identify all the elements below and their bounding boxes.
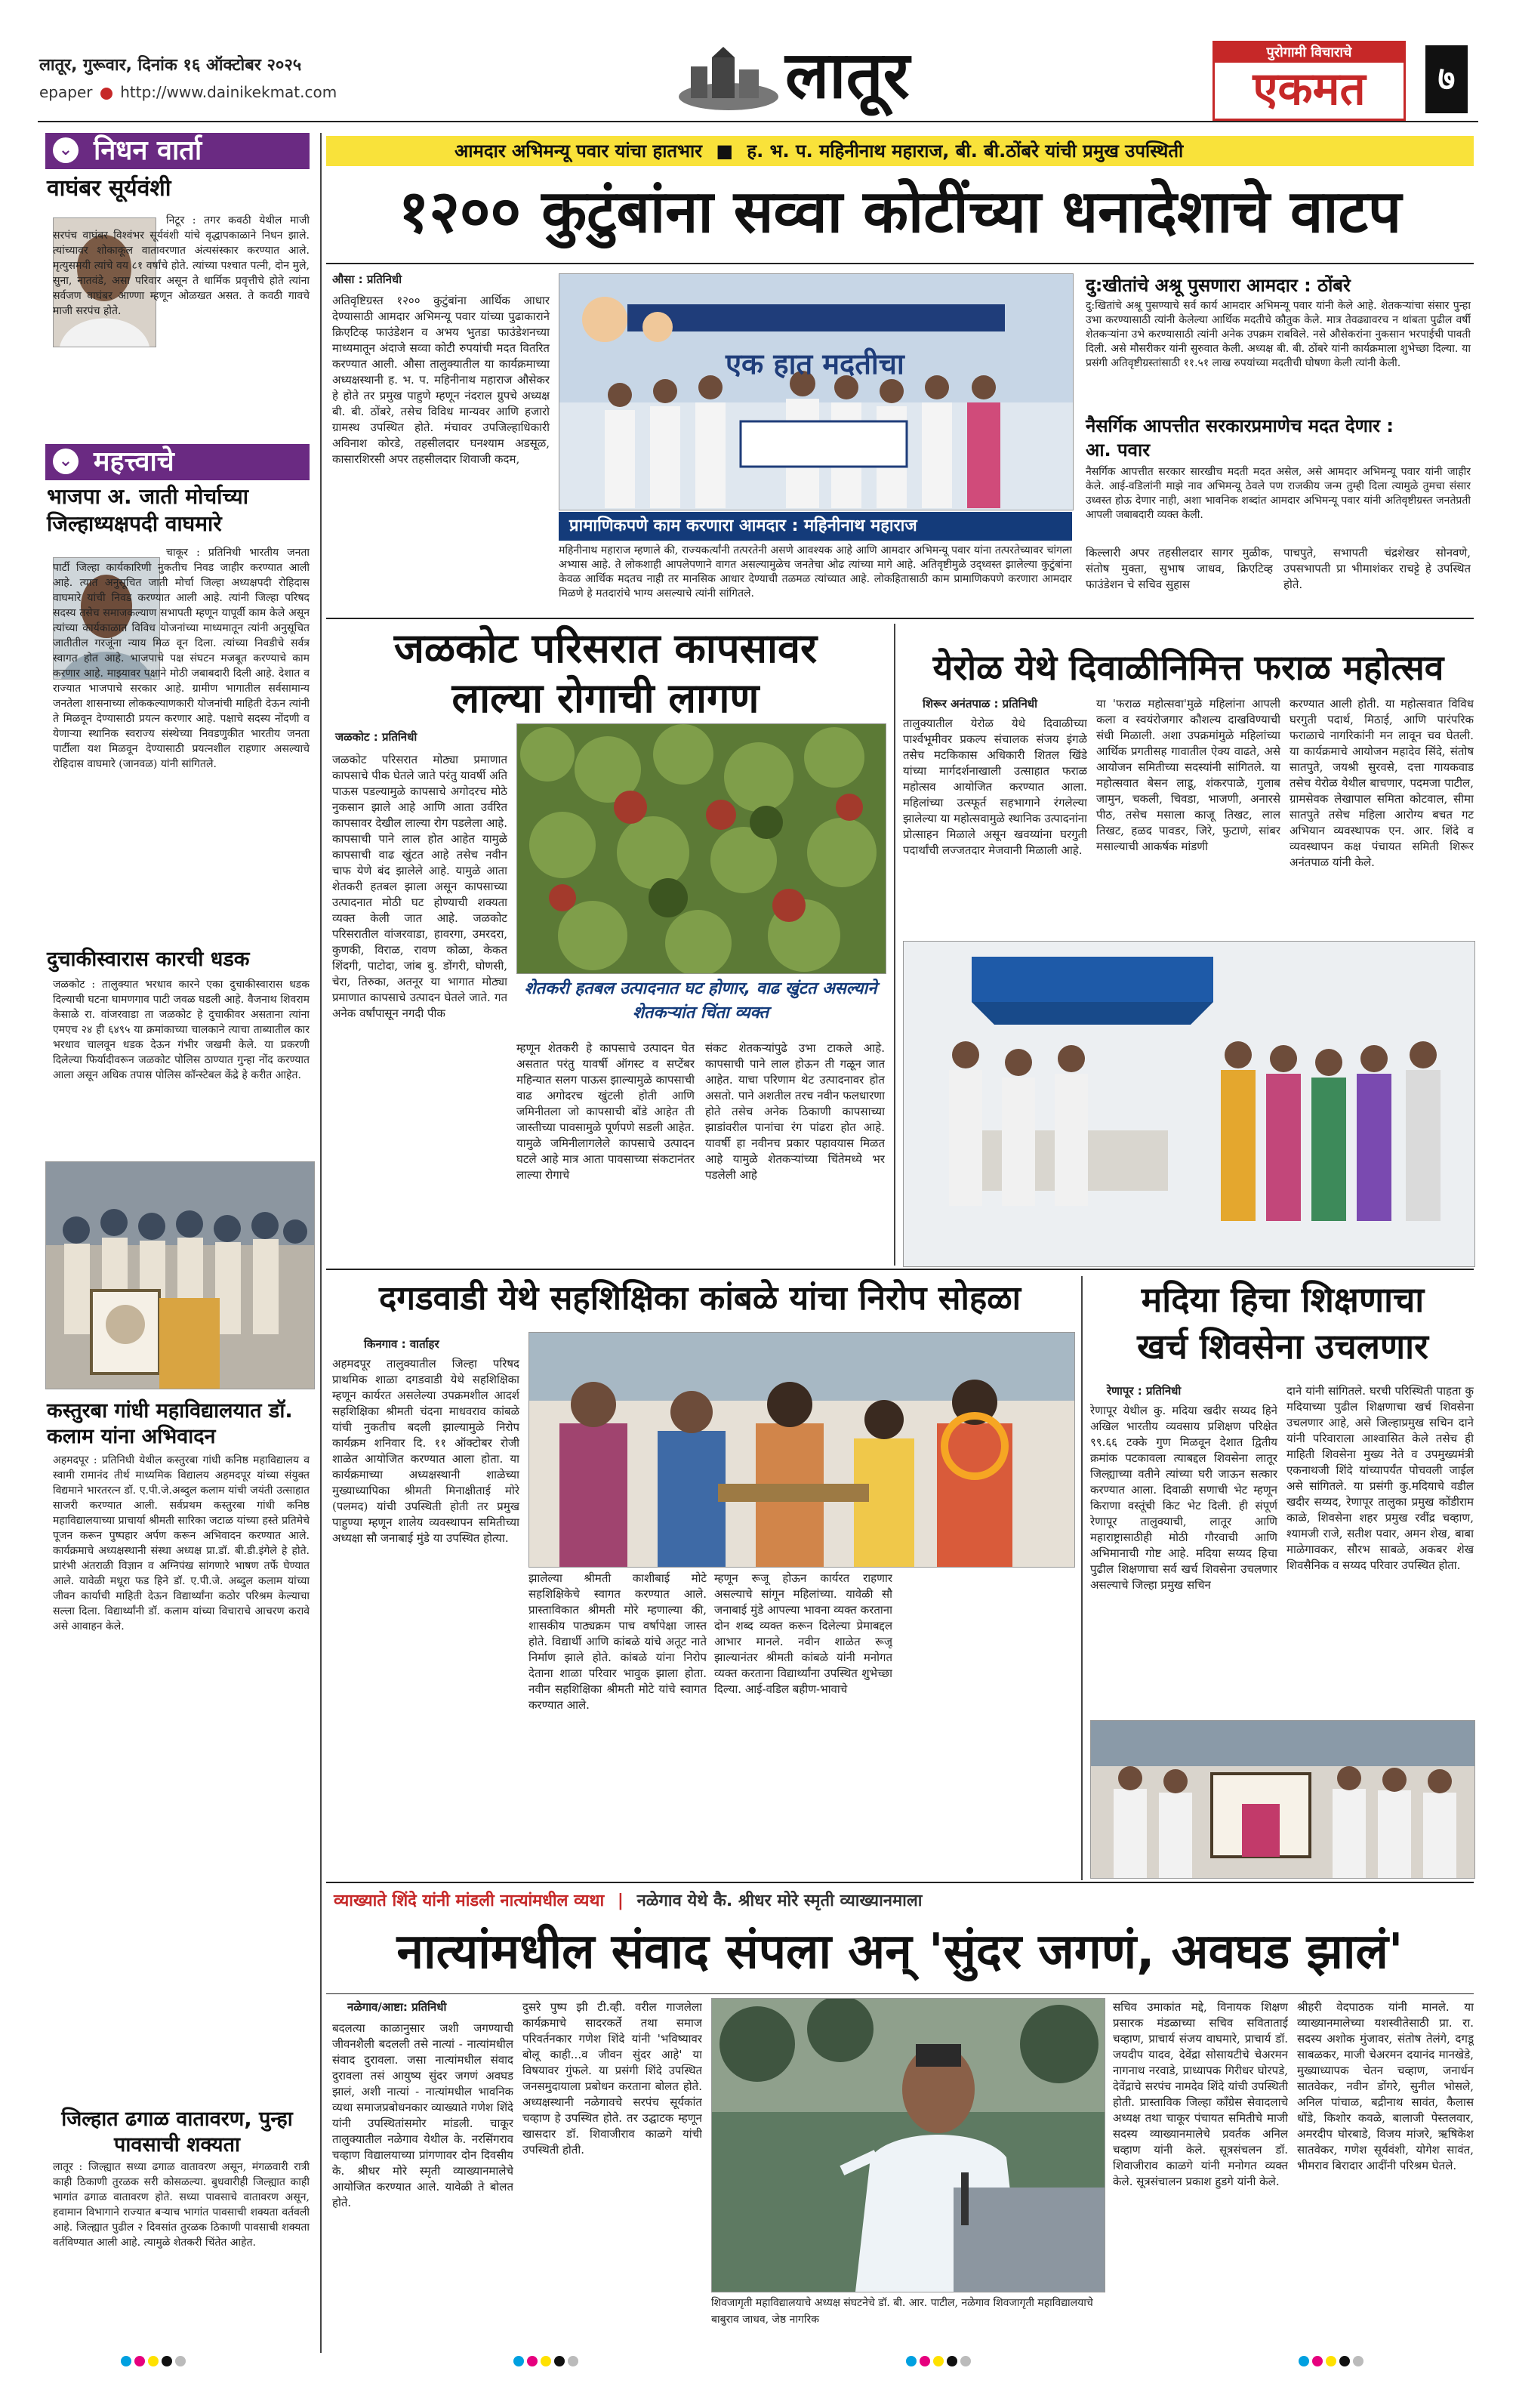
farewell-body-1: अहमदपूर तालुक्यातील जिल्हा परिषद प्राथमिक शाळा दगडवाडी येथे सहशिक्षिका म्हणून कार्यरत असलेल्या उपक्रमशील आदर्श सहशिक्षिका श्रीमती चंदना माधवराव कांबळे यांची नुकतीच बदली झाल्यामुळे निरोप कार्यक्रम शनिवार दि. ११ ऑक्टोबर रोजी शाळेत आयोजित करण्यात आला होता. या कार्यक्रमाच्या अध्यक्षस्थानी शाळेच्या मुख्याध्यापिका श्रीमती मिनाक्षीताई मोरे (पलमद) यांची उपस्थिती होती तर प्रमुख पाहुण्या म्हणून शालेय व्यवस्थापन समितीच्या अध्यक्षा सौ जनाबाई मुंडे या उपस्थित होत्या.	[332, 1357, 519, 1545]
cotton-headline	[326, 624, 885, 723]
epaper-link[interactable]	[39, 83, 337, 101]
registration-marks-center-left	[513, 2356, 578, 2366]
brand-name: एकमत	[1253, 63, 1366, 116]
epaper-label: epaper	[39, 83, 93, 101]
lecture-body-4: श्रीहरी वेदपाठक यांनी मानले. या व्याख्यानमालेच्या यशस्वीतेसाठी प्रा. रा. सदस्य अशोक मुंजावर, संतोष तेलंगे, दगडू साबळकर, माजी चेअरमन दयानंद मानखेडे, मुख्याध्यापक चेतन चव्हाण, जनार्धन सातवेकर, नवीन डोंगरे, सुनील भोसले, अनिल पांचाळ, बद्रीनाथ सावंत, कैलास धोंडे, किशोर कवळे, बालाजी पेस्तलवार, अमरदीप घोरबाडे, विजय मांजरे, ऋषिकेश सातवेकर, गणेश सूर्यवंशी, योगेश सावंत, भीमराव बिरादार आदींनी परिश्रम घेतले.	[1297, 2000, 1474, 2172]
kalam-text: अहमदपूर : प्रतिनिधी येथील कस्तुरबा गांधी कनिष्ठ महाविद्यालय व स्वामी रामानंद तीर्थ माध्यमिक विद्यालय अहमदपूर यांच्या संयुक्त विद्यमाने भारतरत्न डॉ. ए.पी.जे.अब्दुल कलाम यांची जयंती उत्साहात साजरी करण्यात आली. सर्वप्रथम कस्तुरबा गांधी कनिष्ठ महाविद्यालयाच्या प्राचार्या श्रीमती सारिका जटाळ यांच्या हस्ते प्रतिमेचे पूजन करून पुष्पहार अर्पण करून अभिवादन करण्यात आले. कार्यक्रमाचे अध्यक्षस्थानी संस्था अध्यक्ष प्रा.डॉ. बी.डी.इंगेले हे होते. प्रारंभी अंतराळी विज्ञान व अग्निपंख सांगणारे भाषण तर्फे घेण्यात आले. यावेळी मधूरा फड हिने डॉ. ए.पी.जे. अब्दुल कलाम यांच्या जीवन कार्याची माहिती देऊन विद्यार्थ्यांना कठोर परिश्रम केल्याचा सल्ला दिला. विद्यार्थ्यांनी डॉ. कलाम यांच्या विचाराचे आचरण करावे असे आवाहन केले.	[53, 1454, 310, 1633]
lead-photo-caption: प्रामाणिकपणे काम करणारा आमदार : महिनीनाथ महाराज	[559, 512, 1072, 541]
box2-headline: नैसर्गिक आपत्तीत सरकारप्रमाणेच मदत देणार : आ. पवार	[1086, 415, 1394, 461]
farewell-body-2: झालेल्या श्रीमती काशीबाई मोटे सहशिक्षिकेचे स्वागत करण्यात आले. प्रास्ताविकात श्रीमती मोरे म्हणाल्या की, शासकीय पाठ्यक्रम पाच वर्षापेक्षा जास्त होते. विद्यार्थी आणि कांबळे यांचे अतूट नाते निर्माण झाले होते. कांबळे यांना निरोप देताना शाळा परिवार भावुक झाला होता. नवीन सहशिक्षिका श्रीमती मोटे यांचे स्वागत करण्यात आले.	[528, 1571, 707, 1712]
lecture-kicker-left: व्याख्याते शिंदे यांनी मांडली नात्यांमधील व्यथा	[334, 1892, 605, 1910]
brand-logo	[1212, 41, 1406, 121]
page-number: ७	[1425, 45, 1468, 113]
lead-body: अतिवृष्टिग्रस्त १२०० कुटुंबांना आर्थिक आधार देण्यासाठी आमदार अभिमन्यू पवार यांच्या पुढाकाराने क्रिएटिव्ह फाउंडेशन व अभय भुतडा फाउंडेशनच्या माध्यमातून अंदाजे सव्वा कोटी रुपयांची मदत वितरित करण्यात आली. औसा तालुक्यातील या कार्यक्रमाच्या अध्यक्षस्थानी ह. भ. प. महिनीनाथ महाराज औसेकर हे होते तर प्रमुख पाहुणे म्हणून नंदराल ग्रुपचे अध्यक्ष बी. बी. ठोंबरे, तसेच विविध मान्यवर आणि हजारो ग्रामस्थ उपस्थित होते. मंचावर उपजिल्हाधिकारी अविनाश कोरडे, तहसीलदार घनश्याम अडसूळ, कासारशिरसी अपर तहसीलदार शिवाजी कदम,	[332, 294, 550, 466]
lead-divider	[326, 263, 1474, 264]
lecture-photo-caption-right: बाबुराव जाधव, जेष्ठ नागरिक	[711, 2314, 819, 2326]
cotton-body-3: संकट शेतकऱ्यांपुढे उभा टाकले आहे. कापसाची पाने लाल होऊन ती गळून जात आहेत. याचा परिणाम थेट उत्पादनावर होत असतो. पाने अशतील तरच नवीन फलधारणा होते तसेच अनेक ठिकाणी कापसाच्या झाडांवरील पानांचा रंग पांढरा होत आहे. यावर्षी हा नवीनच प्रकार पहावयास मिळत आहे यामुळे शेतकऱ्यांच्या चिंतेमध्ये भर पडलेली आहे	[705, 1041, 885, 1182]
bjp-headline: भाजपा अ. जाती मोर्चाच्या जिल्हाध्यक्षपदी वाघमारे	[47, 484, 248, 536]
madiya-body-2: दाने यांनी सांगितले. घरची परिस्थिती पाहता कु मदियाच्या पुढील शिक्षणाचा खर्च शिवसेना उचलणार आहे, असे जिल्हाप्रमुख सचिन दाने यांनी परिवाराला आश्वासित केले तसेच ही माहिती शिवसेना मुख्य नेते व उपमुख्यमंत्री एकनाथजी शिंदे यांच्यापर्यंत पोचवली जाईल असे सांगितले. या प्रसंगी कु.मदियाचे वडील खदीर सय्यद, रेणापूर तालुका प्रमुख कोंडीराम काळे, शिवसेना शहर प्रमुख रवींद्र चव्हाण, श्यामजी राजे, सतीश पवार, अमन शेख, बाबा माळेगावकर, सौरभ साबळे, अकबर शेख शिवसैनिक व सय्यद परिवार उपस्थित होता.	[1286, 1384, 1474, 1572]
festival-byline: शिरूर अनंतपाळ : प्रतिनिधी	[923, 697, 1037, 711]
globe-icon	[100, 88, 112, 100]
lead-byline: औसा : प्रतिनिधी	[332, 273, 402, 286]
madiya-body-1: रेणापूर येथील कु. मदिया खदीर सय्यद हिने अखिल भारतीय व्यवसाय प्रशिक्षण परिक्षेत ९९.६६ टक्के गुण मिळवून देशात द्वितीय क्रमांक पटकावला त्याबद्दल शिवसेना लातूर जिल्ह्याच्या वतीने त्यांच्या घरी जाऊन सत्कार करण्यात आला. दिवाळी सणाची भेट म्हणून किराणा वस्तूंची किट भेट दिली. ही संपूर्ण रेणापूर तालुक्याची, लातूर आणि महाराष्ट्रासाठीही मोठी गौरवाची आणि अभिमानाची गोष्ट आहे. मदिया सय्यद हिचा पुढील शिक्षणाचा सर्व खर्च शिवसेना उचलणार असल्याचे जिल्हा प्रमुख सचिन	[1090, 1404, 1277, 1592]
lead-headline: १२०० कुटुंबांना सव्वा कोटींच्या धनादेशाचे वाटप	[398, 178, 1402, 246]
lecture-body-2: दुसरे पुष्प झी टी.व्ही. वरील गाजलेला कार्यक्रमाचे सादरकर्ते तथा समाज परिवर्तनकार गणेश शिंदे यांनी 'भविष्यावर बोलू काही...व जीवन सुंदर आहे' या विषयावर गुंफले. या प्रसंगी शिंदे उपस्थित जनसमुदायाला प्रबोधन करताना बोलत होते. अध्यक्षस्थानी नळेगावचे सरपंच सूर्यकांत चव्हाण हे उपस्थित होते. तर उद्घाटक म्हणून खासदार डॉ. शिवाजीराव काळगे यांची उपस्थिती होती.	[522, 2000, 702, 2157]
lecture-photo-caption-left: शिवजागृती महाविद्यालयाचे अध्यक्ष संघटनेचे डॉ. बी. आर. पाटील, नळेगाव शिवजागृती महाविद्यालयाचे	[711, 2297, 1093, 2309]
lecture-body-1: बदलत्या काळानुसार जशी जगण्याची जीवनशैली बदलली तसे नात्यां - नात्यांमधील संवाद दुरावला. जसा नात्यांमधील संवाद दुरावला तसं आयुष्य सुंदर जगणं अवघड झालं, अशी नात्यां - नात्यांमधील भावनिक व्यथा समाजप्रबोधनकार व्याख्याते गणेश शिंदे यांनी उपस्थितांसमोर मांडली. चाकूर तालुक्यातील नळेगाव येथील के. नरसिंगराव चव्हाण विद्यालयाच्या प्रांगणावर दोन दिवसीय के. श्रीधर मोरे स्मृती व्याख्यानमालेचे आयोजित करण्यात आले. यावेळी ते बोलत होते.	[332, 2021, 513, 2209]
masthead-divider	[38, 121, 1478, 122]
epaper-url: http://www.dainikekmat.com	[120, 83, 337, 101]
lecture-kicker	[326, 1888, 1474, 1915]
lead-kicker	[326, 136, 1474, 166]
middle-divider	[326, 1269, 1474, 1270]
rain-text: लातूर : जिल्ह्यात सध्या ढगाळ वातावरण असून, मंगळवारी रात्री काही ठिकाणी तुरळक सरी कोसळल्या. बुधवारीही जिल्ह्यात काही भागांत ढगाळ वातावरण होते. सध्या पावसाचे वातावरण असून, हवामान विभागाने राज्यात बऱ्याच भागांत पावसाची शक्यता वर्तवली आहे. जिल्ह्यात पुढील २ दिवसांत तुरळक ठिकाणी पावसाची शक्यता वर्तविण्यात आली आहे. त्यामुळे शेतकरी चिंतेत आहेत.	[53, 2161, 310, 2249]
lead-continue-1: किल्लारी अपर तहसीलदार सागर मुळीक, संतोष मुक्ता, सुभाष जाधव, क्रिएटिव्ह फाउंडेशन चे सचिव सुहास	[1086, 546, 1273, 591]
lead-continue-2: पाचपुते, सभापती चंद्रशेखर सोनवणे, उपसभापती प्रा भीमाशंकर राचट्टे हे उपस्थित होते.	[1283, 546, 1471, 591]
rain-headline: जिल्हात ढगाळ वातावरण, पुन्हा पावसाची शक्यता	[61, 2107, 293, 2157]
festival-body-3: करण्यात आली होती. या महोत्सवात विविध घरगुती पदार्थ, मिठाई, आणि पारंपरिक फराळाचे नागरिकांनी मन लावून चव घेतली. या कार्यक्रमाचे आयोजन महादेव सिंदे, संतोष सातपुते, जयश्री सुरवसे, दत्ता गायकवाड तसेच येरोळ येथील बाचणार, पदमजा पाटील, ग्रामसेवक लेखापाल समिता कोटवाल, सीमा सातपुते तसेच महिला आरोग्य बचत गट अभियान व्यवस्थापक एन. आर. शिंदे व व्यवस्थापन कक्ष पंचायत समिती शिरूर अनंतपाळ यांनी केले.	[1290, 697, 1474, 869]
farewell-body-3: म्हणून रूजू होऊन कार्यरत राहणार असल्याचे सांगून महिलांच्या. यावेळी सौ जनाबाई मुंडे आपल्या भावना व्यक्त करताना दोन शब्द व्यक्त करून दिलेल्या प्रेमाबद्दल आभार मानले. नवीन शाळेत रूजू झाल्यानंतर श्रीमती कांबळे यांनी मनोगत व्यक्त करताना विद्यार्थ्यांना उपस्थित शुभेच्छा दिल्या. आई-वडिल बहीण-भावाचे	[714, 1571, 892, 1696]
obituary-header: ⌄ निधन वार्ता	[45, 133, 310, 169]
mid-column-divider	[894, 624, 895, 1266]
separator-icon: |	[617, 1892, 624, 1910]
lecture-photo	[711, 1998, 1105, 2292]
farewell-byline: किनगाव : वार्ताहर	[364, 1337, 439, 1351]
festival-body-1: तालुक्यातील येरोळ येथे दिवाळीच्या पार्श्वभूमीवर प्रकल्प संचालक संजय इंगळे तसेच मटकिकास अधिकारी शितल खिंडे यांच्या मार्गदर्शनाखाली उत्साहात फराळ महोत्सव आयोजित करण्यात आला. महिलांच्या उत्स्फूर्त सहभागाने रंगलेल्या झालेल्या या महोत्सवामुळे स्थानिक उत्पादनांना प्रोत्साहन मिळाले असून खवय्यांना घरगुती पदार्थांची लज्जतदार मेजवानी मिळाली आहे.	[903, 717, 1087, 857]
lecture-kicker-right: नळेगाव येथे कै. श्रीधर मोरे स्मृती व्याख्यानमाला	[636, 1892, 923, 1910]
bullet-icon: ■	[716, 140, 734, 162]
section-title: लातूर	[785, 38, 910, 113]
farewell-photo	[528, 1332, 1075, 1568]
cotton-body-1: जळकोट परिसरात मोठ्या प्रमाणात कापसाचे पीक घेतले जाते परंतु यावर्षी अति पाऊस पडल्यामुळे कापसाचे अगोदरच मोठे नुकसान झाले आहे आणि आता उर्वरित कापसावर देखील लाल्या रोग पडलेला आहे. कापसाची पाने लाल होत आहेत यामुळे कापसाची वाढ खुंटत आहे तसेच नवीन चाफ येणे बंद झालेले आहे. यामुळे आता शेतकरी हतबल झाला असून कापसाच्या उत्पादनात मोठी घट होण्याची शक्यता व्यक्त केली जात आहे. जळकोट परिसरातील वांजरवाडा, हावरगा, उमरदरा, कुणकी, विराळ, रावण कोळा, केकत शिंदगी, पाटोदा, जांब बु. डोंगरी, घोणसी, चेरा, तिरुका, अतनूर या भागात मोठ्या प्रमाणात कापसाचे उत्पादन घेतले जाते. गत अनेक वर्षांपासून नगदी पीक	[332, 753, 507, 1020]
chevron-down-icon: ⌄	[53, 449, 79, 474]
lead-bottom-divider	[326, 618, 1474, 619]
chevron-down-icon: ⌄	[53, 137, 79, 163]
madiya-headline-line1: मदिया हिचा शिक्षणाचा	[1141, 1279, 1425, 1320]
madiya-photo	[1090, 1720, 1475, 1879]
lecture-headline: नात्यांमधील संवाद संपला अन् 'सुंदर जगणं, अवघड झालं'	[396, 1924, 1404, 1980]
section-logo-art	[676, 44, 781, 116]
farewell-headline: दगडवाडी येथे सहशिक्षिका कांबळे यांचा निरोप सोहळा	[378, 1279, 1021, 1318]
lead-photo-banner: एक हात मदतीचा	[726, 347, 904, 381]
registration-marks-right	[1299, 2356, 1363, 2366]
lecture-body-3: सचिव उमाकांत मद्दे, विनायक शिक्षण प्रसारक मंडळाच्या सचिव सविताताई चव्हाण, प्राचार्य संजय वाघमारे, प्राचार्य डॉ. जयदीप यादव, देवेंद्रा सोसायटीचे चेअरमन नागनाथ नरवाडे, प्राध्यापक गिरीधर घोरपडे, देवेंद्राचे सरपंच नामदेव शिंदे यांची उपस्थिती होती. प्रास्ताविक जिल्हा काँग्रेस सेवादलाचे अध्यक्ष तथा चाकूर पंचायत समितीचे माजी सदस्य व्याख्यानमालेचे प्रवर्तक अनिल चव्हाण यांनी केले. सूत्रसंचलन डॉ. शिवाजीराव काळगे यांनी मनोगत व्यक्त केले. सूत्रसंचालन प्रकाश हुडगे यांनी केले.	[1113, 2000, 1288, 2188]
registration-marks-center-right	[906, 2356, 971, 2366]
cotton-byline: जळकोट : प्रतिनिधी	[335, 730, 418, 744]
obituary-text: निटूर : तगर कवठी येथील माजी सरपंच वाघंबर विश्वंभर सूर्यवंशी यांचे वृद्धापकाळाने निधन झाले. त्यांच्यावर शोकाकूल वातावरणात अंत्यसंस्कार करण्यात आले. मृत्युसमयी त्यांचे वय ८१ वर्षांचे होते. त्यांच्या पश्चात पत्नी, दोन मुले, सुना, नातवंडे, असा परिवार असून ते धार्मिक प्रवृत्तीचे होते त्यांना सर्वजण वाघंबर आण्णा म्हणून ओळखत असत. ते कवठी गावचे माजी सरपंच होते.	[53, 214, 310, 317]
festival-photo	[903, 941, 1475, 1267]
kalam-photo	[45, 1161, 315, 1389]
accident-text: जळकोट : तालुक्यात भरधाव कारने एका दुचाकीस्वारास धडक दिल्याची घटना घामणगाव पाटी जवळ घडली आहे. वैजनाथ शिवराम केसाळे रा. वांजरवाडा ता जळकोट हे दुचाकीवर असताना त्यांना एमएच २४ ही ६४९५ या क्रमांकाच्या चालकाने त्याचा ताब्यातील कार भरधाव चालवून धडक देऊन गंभीर जखमी केले. या प्रकरणी दिलेल्या फिर्यादीवरून जळकोट पोलिस ठाण्यात गुन्हा नोंद करण्यात आला असून अधिक तपास पोलिस कॉन्स्टेबल केंद्रे हे करीत आहेत.	[53, 979, 310, 1081]
farewell-divider	[1081, 1276, 1083, 1880]
festival-headline: येरोळ येथे दिवाळीनिमित्त फराळ महोत्सव	[932, 647, 1444, 688]
cotton-headline-line2: लाल्या रोगाची लागण	[451, 674, 760, 722]
registration-marks-left	[121, 2356, 186, 2366]
sidebar-divider	[320, 133, 322, 2353]
box1-text: दु:खितांचे अश्रू पुसण्याचे सर्व कार्य आमदार अभिमन्यू पवार यांनी केले आहे. शेतकऱ्यांचा संसार पुन्हा उभा करण्यासाठी त्यांनी केलेल्या आर्थिक मदतीचे कौतुक केले. मात्र तेवढ्यावरच न थांबता पुढील वर्षी शेतकऱ्यांना उभे करण्यासाठी त्यांनी अनेक उपक्रम राबविले. नसे औसेकरांना नुकसान भरपाईची पावती दिली. असे मौसरीकर यांनी सुरुवात केली. अध्यक्ष बी. बी. ठोंबरे यांनी कार्यक्रमाला शुभेच्छा दिल्या. या प्रसंगी अतिवृष्टीग्रस्तांसाठी ११.५१ लाख रुपयांच्या मदतीची घोषणा केली त्यांनी केली.	[1086, 300, 1471, 369]
lecture-divider	[326, 1993, 1474, 1994]
masthead	[0, 0, 1516, 121]
madiya-byline: रेणापूर : प्रतिनिधी	[1107, 1384, 1182, 1398]
madiya-headline-line2: खर्च शिवसेना उचलणार	[1137, 1326, 1428, 1367]
madiya-headline	[1090, 1276, 1475, 1370]
cotton-photo-caption: शेतकरी हतबल उत्पादनात घट होणार, वाढ खुंटत असल्याने शेतकऱ्यांत चिंता व्यक्त	[524, 979, 877, 1022]
lead-kicker-right: ह. भ. प. महिनीनाथ महाराज, बी. बी.ठोंबरे यांची प्रमुख उपस्थिती	[747, 140, 1184, 162]
brand-tagline: पुरोगामी विचाराचे	[1215, 43, 1404, 63]
box2-text: नैसर्गिक आपत्तीत सरकार सारखीच मदती मदत असेल, असे आमदार अभिमन्यू पवार यांनी जाहीर केले. आई-वडिलांनी माझे नाव अभिमन्यू ठेवले पण राजकीय जन्म तुम्ही दिला त्यामुळे तुमचा संसार उध्वस्त होऊ देणार नाही, अशा भावनिक शब्दांत आमदार अभिमन्यू पवार यांनी अतिवृष्टीग्रस्त जनतेप्रती आपली जबाबदारी व्यक्त केली.	[1086, 466, 1471, 521]
dateline: लातूर, गुरूवार, दिनांक १६ ऑक्टोबर २०२५	[39, 56, 302, 75]
cotton-photo	[516, 723, 886, 974]
farewell-body-4	[900, 1571, 1075, 1877]
important-header: ⌄ महत्त्वाचे	[45, 444, 310, 480]
lower-divider	[326, 1882, 1474, 1883]
lecture-byline: नळेगाव/आष्टा: प्रतिनिधी	[347, 2000, 447, 2014]
accident-headline: दुचाकीस्वारास कारची धडक	[47, 948, 250, 971]
festival-body-2: या 'फराळ महोत्सवा'मुळे महिलांना आपली कला व स्वयंरोजगार कौशल्य दाखविण्याची संधी मिळाली. अशा उपक्रमांमुळे महिलांच्या आर्थिक प्रगतीसह गावातील ऐक्य वाढते, असे आयोजन समितीच्या सदस्यांनी सांगितले. या महोत्सवात बेसन लाडू, शंकरपाळे, गुलाब जामुन, चकली, चिवडा, भाजणी, अनारसे पीठ, तसेच मसाला काजू तिखट, लाल तिखट, हळद पावडर, जिरे, फुटाणे, सांबर मसाल्याची आकर्षक मांडणी	[1096, 697, 1280, 853]
obituary-name: वाघंबर सूर्यवंशी	[47, 175, 171, 202]
lead-quote-text: महिनीनाथ महाराज म्हणाले की, राज्यकर्त्यांनी तत्परतेनी असणे आवश्यक आहे आणि आमदार अभिमन्यू पवार यांना तत्परतेच्यावर चांगला अभ्यास आहे. ते लोकशाही आपलेपणाने वागत असल्यामुळेच जनतेचा ओढ त्यांच्या मागे आहे. अतिवृष्टीमुळे उद्ध्वस्त झालेल्या कुटुंबांना केवळ आर्थिक मदतच नाही तर मानसिक आधार देण्याची तळमळ त्यांच्यात आहे. लोकहितासाठी काम प्रामाणिकपणे करणारा आमदार मिळणे हे मतदारांचे भाग्य असल्याचे त्यांनी सांगितले.	[559, 544, 1072, 600]
lead-kicker-left: आमदार अभिमन्यू पवार यांचा हातभार	[454, 140, 702, 162]
kalam-headline: कस्तुरबा गांधी महाविद्यालयात डॉ. कलाम यांना अभिवादन	[47, 1399, 293, 1448]
lead-photo	[559, 273, 1074, 510]
cotton-headline-line1: जळकोट परिसरात कापसावर	[393, 624, 818, 672]
bjp-text: चाकूर : प्रतिनिधी भारतीय जनता पार्टी जिल्हा कार्यकारिणी नुकतीच निवड जाहीर करण्यात आली आहे. त्यात अनुसूचित जाती मोर्चा जिल्हा अध्यक्षपदी रोहिदास वाघमारे यांची निवड करण्यात आली आहे. त्यांनी जिल्हा परिषद सदस्य तसेच समाजकल्याण सभापती म्हणून यापूर्वी काम केले असून त्यांच्या कार्यकाळात विविध योजनांच्या माध्यमातून त्यांनी अनुसूचित जातीतील गरजूंना न्याय मिळ वून दिला. त्यांच्या निवडीचे सर्वत्र स्वागत होत आहे. भाजपाचे पक्ष संघटन मजबूत करण्याचे काम करणार आहे. माझ्यावर पक्षाने मोठी जबाबदारी दिली आहे. देशात व राज्यात भाजपाचे सरकार आहे. ग्रामीण भागातील सर्वसामान्य जनतेला शासनाच्या लोककल्याणकारी योजनांची माहिती देऊन त्यांनी ते मिळवून देण्यासाठी प्रयत्न करणार आहे. पक्षाचे सदस्य नोंदणी व येणाऱ्या स्थानिक स्वराज्य संस्थेच्या निवडणुकीत भारतीय जनता पार्टीला यश मिळवून देण्यासाठी प्रयत्नशील राहणार असल्याचे रोहिदास वाघमारे (जानवळ) यांनी सांगितले.	[53, 547, 310, 770]
box1-headline: दु:खीतांचे अश्रू पुसणारा आमदार : ठोंबरे	[1086, 275, 1351, 296]
cotton-body-2: म्हणून शेतकरी हे कापसाचे उत्पादन घेत असतात परंतु यावर्षी ऑगस्ट व सप्टेंबर महिन्यात सलग पाऊस झाल्यामुळे कापसाची वाढ अगोदरच खुंटली होती आणि जमिनीतला जो कापसाची बोंडे आहेत ती जास्तीच्या पावसामुळे पूर्णपणे सडली आहेत. यामुळे जमिनीलागलेले कापसाचे उत्पादन घटले आहे मात्र आता पावसाच्या संकटानंतर लाल्या रोगाचे	[516, 1041, 695, 1182]
